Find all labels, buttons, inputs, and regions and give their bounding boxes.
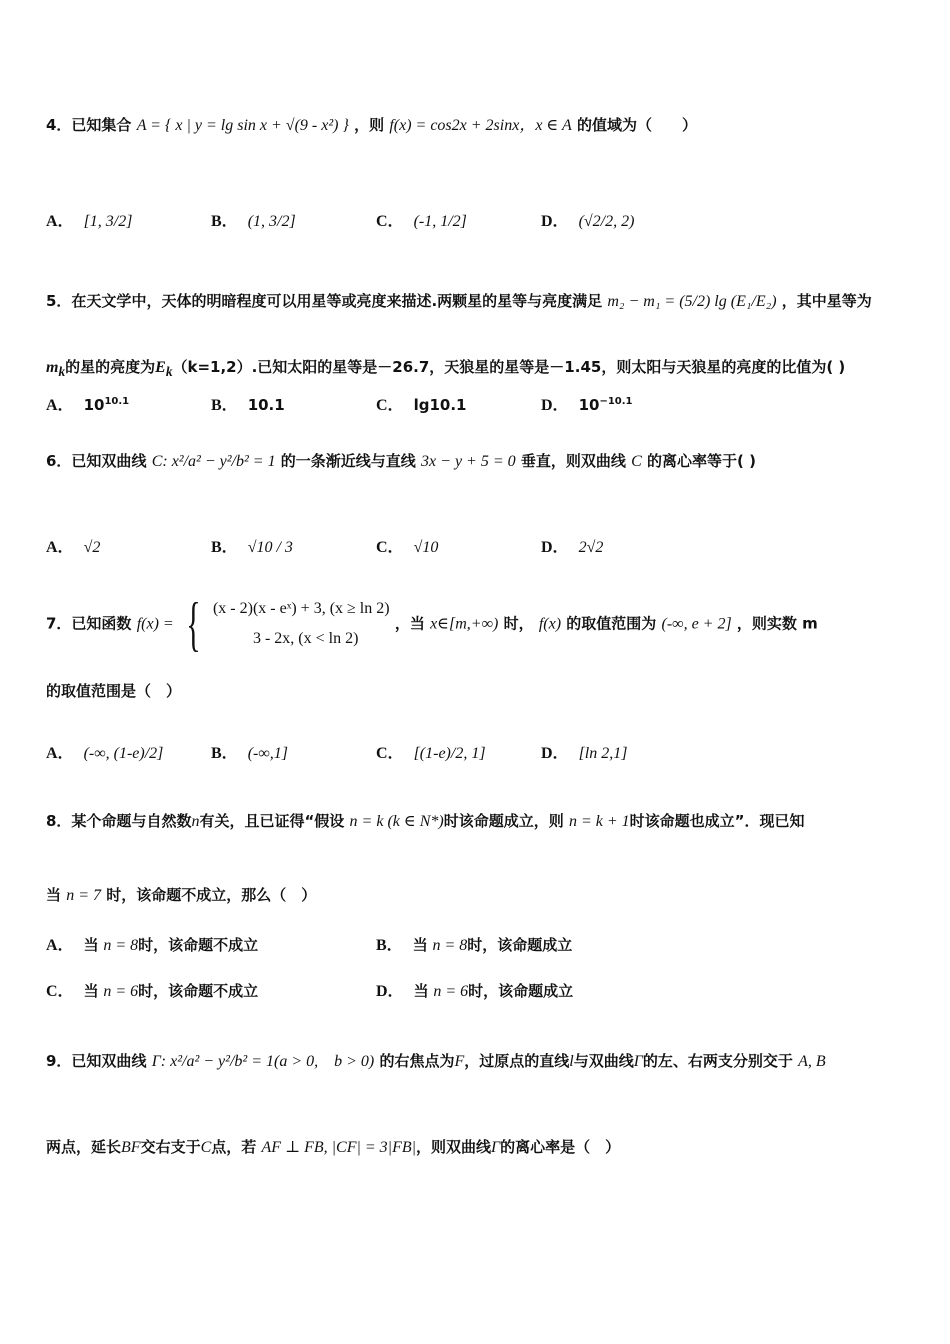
- q9-stem: 9．已知双曲线 Γ: x²/a² − y²/b² = 1(a > 0, b > 0) 的右焦点为F，过原点的直线l与双曲线Γ的左、右两支分别交于 A, B: [46, 1052, 826, 1070]
- q6-option-c[interactable]: C． √10: [376, 539, 439, 556]
- q4-set-expr: A = { x | y = lg sin x + √(9 - x²) }: [136, 117, 349, 134]
- q5-stem-line1: 5．在天文学中，天体的明暗程度可以用星等或亮度来描述.两颗星的星等与亮度满足 m₂ − m₁ = (5/2) lg (E₁/E₂) ，其中星等为: [46, 292, 872, 310]
- q4-option-a[interactable]: A． [1, 3/2]: [46, 213, 133, 230]
- q7-stem-line2: 的取值范围是（ ）: [46, 682, 182, 700]
- q6-stem: 6．已知双曲线 C: x²/a² − y²/b² = 1 的一条渐近线与直线 3x − y + 5 = 0 垂直，则双曲线 C 的离心率等于( ): [46, 452, 756, 470]
- q9-stem-line2: 两点，延长BF交右支于C点，若 AF ⊥ FB, |CF| = 3|FB|，则双曲线Γ的离心率是（ ）: [46, 1138, 621, 1156]
- q8-option-b[interactable]: B． 当 n = 8时，该命题成立: [376, 936, 573, 954]
- q8-option-c[interactable]: C． 当 n = 6时，该命题不成立: [46, 982, 259, 1000]
- q7-option-a[interactable]: A． (-∞, (1-e)/2]: [46, 745, 164, 762]
- q4-function: f(x) = cos2x + 2sinx，x ∈ A: [389, 117, 572, 134]
- q6-option-b[interactable]: B． √10 / 3: [211, 539, 293, 556]
- q5-formula: m₂ − m₁ = (5/2) lg (E₁/E₂): [607, 293, 777, 310]
- q6-hyperbola: C: x²/a² − y²/b² = 1: [151, 453, 276, 470]
- q4-option-c[interactable]: C． (-1, 1/2]: [376, 213, 467, 230]
- q4-option-d[interactable]: D． (√2/2, 2): [541, 213, 635, 230]
- q8-stem-line2: 当 n = 7 时，该命题不成立，那么（ ）: [46, 886, 317, 904]
- q8-option-a[interactable]: A． 当 n = 8时，该命题不成立: [46, 936, 259, 954]
- q9-hyperbola: Γ: x²/a² − y²/b² = 1(a > 0, b > 0): [151, 1053, 375, 1070]
- q4-option-b[interactable]: B． (1, 3/2]: [211, 213, 296, 230]
- q8-option-d[interactable]: D． 当 n = 6时，该命题成立: [376, 982, 574, 1000]
- q5-stem-line2: $m_k$的星的亮度为$E_k(k=1,2)$.已知太阳的星等是－26.7，天狼星的星等是－1.45，则太阳与天狼星的亮度的比值为( ): [46, 358, 846, 380]
- q7-option-b[interactable]: B． (-∞,1]: [211, 745, 288, 762]
- q5-option-d[interactable]: D． $10^{-10.1}$: [541, 396, 633, 414]
- q7-option-c[interactable]: C． [(1-e)/2, 1]: [376, 745, 486, 762]
- q7-piecewise: (x - 2)(x - eˣ) + 3, (x ≥ ln 2) 3 - 2x, (x < ln 2): [212, 600, 390, 647]
- q6-line: 3x − y + 5 = 0: [421, 453, 516, 470]
- q5-option-a[interactable]: A． $10^{10.1}$: [46, 396, 130, 414]
- q5-option-c[interactable]: C． lg10.1: [376, 396, 467, 414]
- q7-option-d[interactable]: D． [ln 2,1]: [541, 745, 628, 762]
- q8-stem: 8．某个命题与自然数n有关，且已证得“假设 n = k (k ∈ N*)时该命题成立，则 n = k + 1时该命题也成立”．现已知: [46, 812, 805, 830]
- q5-option-b[interactable]: B． 10.1: [211, 396, 285, 414]
- q7-stem: 7．已知函数 f(x) = { (x - 2)(x - eˣ) + 3, (x ≥ ln 2) 3 - 2x, (x < ln 2) ，当 x∈[m,+∞) 时， f(x) 的取值范围为 (-∞, e + 2] ，则实数 m: [46, 591, 818, 657]
- q4-stem: 4．已知集合 A = { x | y = lg sin x + √(9 - x²) } ，则 f(x) = cos2x + 2sinx，x ∈ A 的值域为（ ）: [46, 116, 698, 134]
- q6-option-d[interactable]: D． 2√2: [541, 539, 604, 556]
- q6-option-a[interactable]: A． √2: [46, 539, 101, 556]
